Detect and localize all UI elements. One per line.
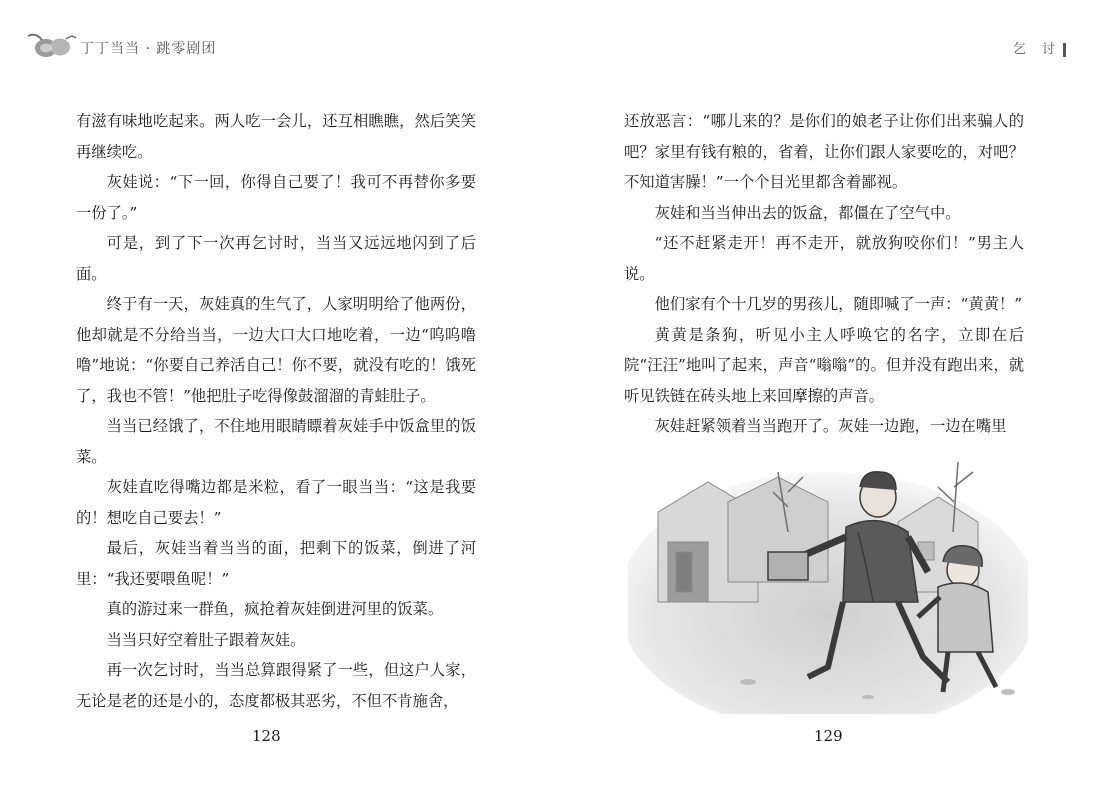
header-bar-marker — [1063, 43, 1066, 57]
paragraph: “还不赶紧走开！再不走开，就放狗咬你们！”男主人说。 — [624, 234, 1024, 283]
book-series-title: 丁丁当当 · 跳零剧团 — [80, 41, 217, 57]
paragraph: 终于有一天，灰娃真的生气了，人家明明给了他两份，他却就是不分给当当，一边大口大口地吃着，一边“呜呜噜噜”地说：“你要自己养活自己！你不要，就没有吃的！饿死了，我也不管！”他把肚子吃得像鼓溜溜的青蛙肚子。 — [76, 295, 476, 405]
chapter-title — [1013, 38, 1066, 57]
right-page-text — [624, 106, 1024, 442]
paragraph: 真的游过来一群鱼，疯抢着灰娃倒进河里的饭菜。 — [106, 600, 444, 618]
running-boys-illustration — [628, 452, 1028, 714]
paragraph: 灰娃直吃得嘴边都是米粒，看了一眼当当：“这是我要的！想吃自己要去！” — [76, 478, 476, 527]
chapter-title-text: 乞 讨 — [1012, 42, 1061, 57]
paragraph: 最后，灰娃当着当当的面，把剩下的饭菜，倒进了河里：“我还要喂鱼呢！” — [76, 539, 476, 588]
paragraph: 当当只好空着肚子跟着灰娃。 — [106, 630, 306, 649]
paragraph: 灰娃赶紧领着当当跑开了。灰娃一边跑，一边在嘴里 — [654, 417, 1007, 435]
paragraph: 灰娃说：“下一回，你得自己要了！我可不再替你多要一份了。” — [76, 173, 476, 222]
paragraph: 再一次乞讨时，当当总算跟得紧了一些，但这户人家，无论是老的还是小的，态度都极其恶劣，不但不肯施舍， — [76, 661, 476, 710]
paragraph: 当当已经饿了，不住地用眼睛瞟着灰娃手中饭盒里的饭菜。 — [76, 417, 476, 466]
page-number-left: 128 — [252, 727, 281, 745]
paragraph: 灰娃和当当伸出去的饭盒，都僵在了空气中。 — [654, 203, 961, 222]
left-page-text — [76, 106, 476, 716]
page-number-right: 129 — [814, 727, 843, 745]
paragraph: 有滋有味地吃起来。两人吃一会儿，还互相瞧瞧，然后笑笑再继续吃。 — [76, 112, 476, 161]
paragraph: 他们家有个十几岁的男孩儿，随即喊了一声：“黄黄！” — [654, 295, 1023, 313]
paragraph: 还放恶言：“哪儿来的？是你们的娘老子让你们出来骗人的吧？家里有钱有粮的，省着，让你们跟人家要吃的，对吧？不知道害臊！”一个个目光里都含着鄙视。 — [624, 112, 1024, 191]
paragraph: 黄黄是条狗，听见小主人呼唤它的名字，立即在后院“汪汪”地叫了起来，声音“嗡嗡”的。但并没有跑出来，就听见铁链在砖头地上来回摩擦的声音。 — [624, 325, 1024, 405]
gourd-logo-icon — [26, 30, 78, 60]
paragraph: 可是，到了下一次再乞讨时，当当又远远地闪到了后面。 — [76, 234, 476, 283]
